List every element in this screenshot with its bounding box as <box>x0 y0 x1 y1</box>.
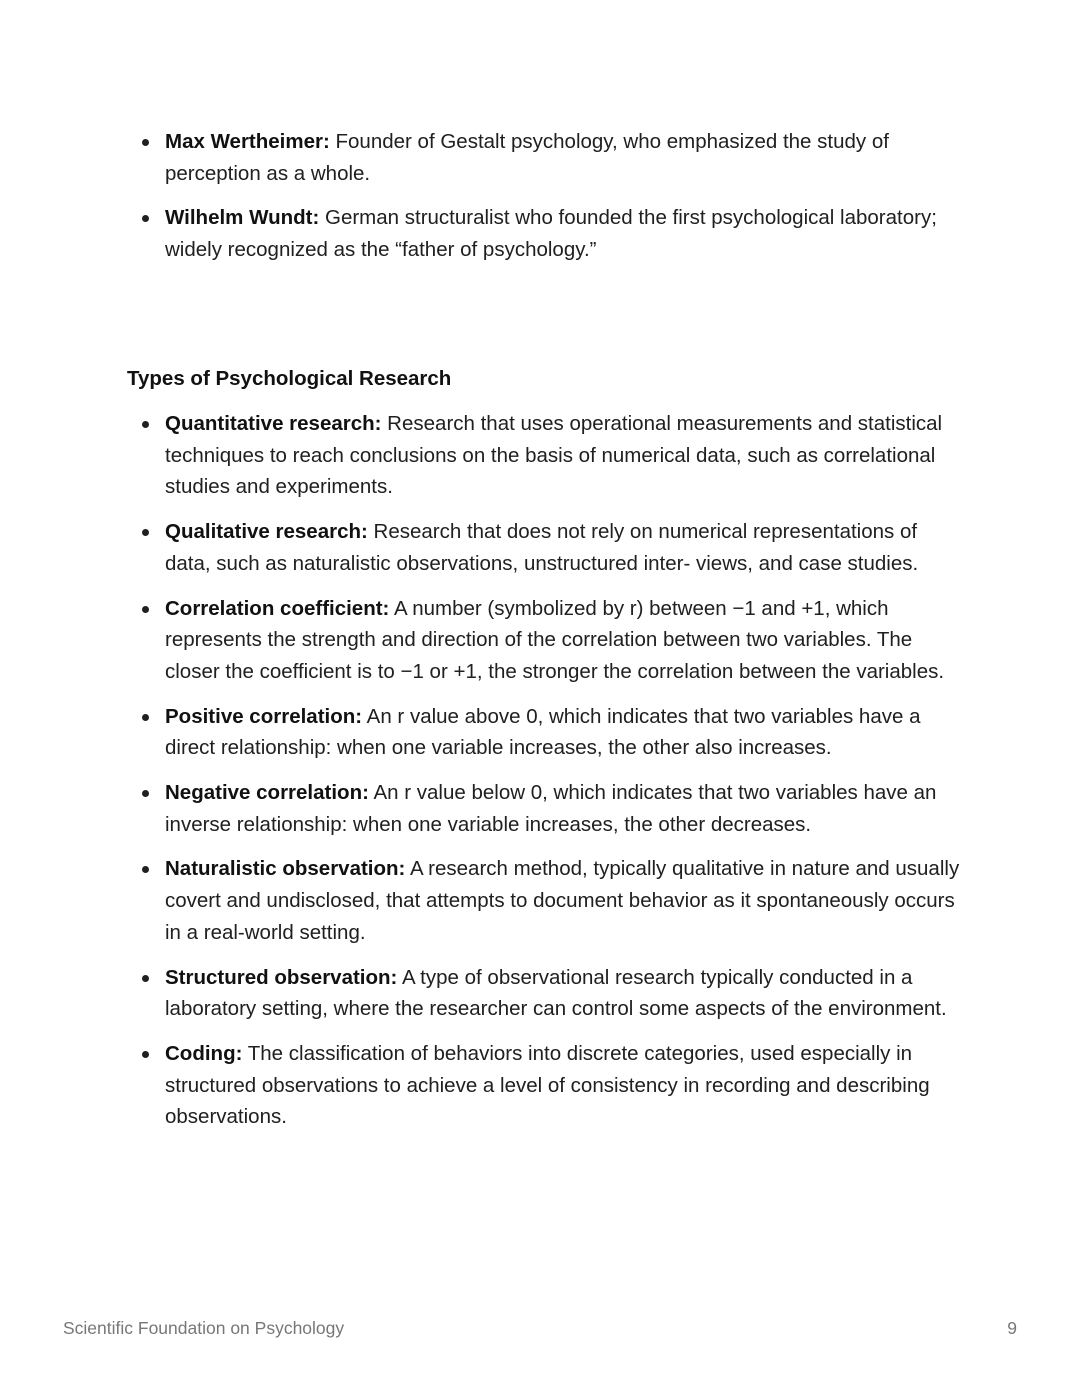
research-types-list <box>165 408 965 1133</box>
list-item <box>165 962 965 1025</box>
list-item-term: Quantitative research: <box>165 412 382 435</box>
list-item <box>165 126 965 189</box>
list-item <box>165 593 965 688</box>
list-item <box>165 701 965 764</box>
list-item-term: Structured observation: <box>165 965 398 989</box>
list-item-term: Correlation coefficient: <box>165 596 390 620</box>
list-item-text: German structuralist who founded the first psychological laboratory; widely recognized as the “father of psychology.” <box>165 206 937 262</box>
psychologist-list <box>165 126 965 266</box>
page-number: 9 <box>1007 1318 1017 1338</box>
list-item-term: Positive correlation: <box>165 704 363 728</box>
list-item <box>165 853 965 948</box>
list-item-text: Research that uses operational measurements and statistical techniques to reach conclusions on the basis of numerical data, such as correlational studies and experiments. <box>165 412 943 499</box>
list-item-term: Wilhelm Wundt: <box>165 206 320 230</box>
list-item-term: Coding: <box>165 1041 243 1065</box>
section-heading: Types of Psychological Research <box>127 367 452 390</box>
list-item <box>165 516 965 579</box>
footer-document-title: Scientific Foundation on Psychology <box>63 1318 345 1338</box>
list-item-term: Negative correlation: <box>165 781 369 805</box>
list-item-text: An r value above 0, which indicates that two variables have a direct relationship: when one variable increases, the other also increases. <box>165 704 921 760</box>
list-item-text: Founder of Gestalt psychology, who emphasized the study of perception as a whole. <box>165 130 889 185</box>
list-item-text: A number (symbolized by r) between −1 and +1, which represents the strength and direction of the correlation between two variables. The closer the coefficient is to −1 or +1, the stronger the correlation between the variables. <box>165 596 945 683</box>
list-item-text: The classification of behaviors into discrete categories, used especially in structured observations to achieve a level of consistency in recording and describing observations. <box>165 1041 930 1129</box>
list-item <box>165 1038 965 1133</box>
list-item-term: Max Wertheimer: <box>165 130 330 153</box>
list-item-term: Naturalistic observation: <box>165 857 406 881</box>
list-item <box>165 408 965 503</box>
list-item-text: A type of observational research typically conducted in a laboratory setting, where the researcher can control some aspects of the environment. <box>165 965 947 1021</box>
list-item-text: A research method, typically qualitative in nature and usually covert and undisclosed, that attempts to document behavior as it spontaneously occurs in a real-world setting. <box>165 857 960 944</box>
list-item-text: An r value below 0, which indicates that two variables have an inverse relationship: when one variable increases, the other decreases. <box>165 781 937 836</box>
list-item <box>165 202 965 265</box>
list-item-text: Research that does not rely on numerical representations of data, such as naturalistic observations, unstructured inter- views, and case studies. <box>165 520 919 575</box>
list-item <box>165 777 965 840</box>
list-item-term: Qualitative research: <box>165 520 368 544</box>
